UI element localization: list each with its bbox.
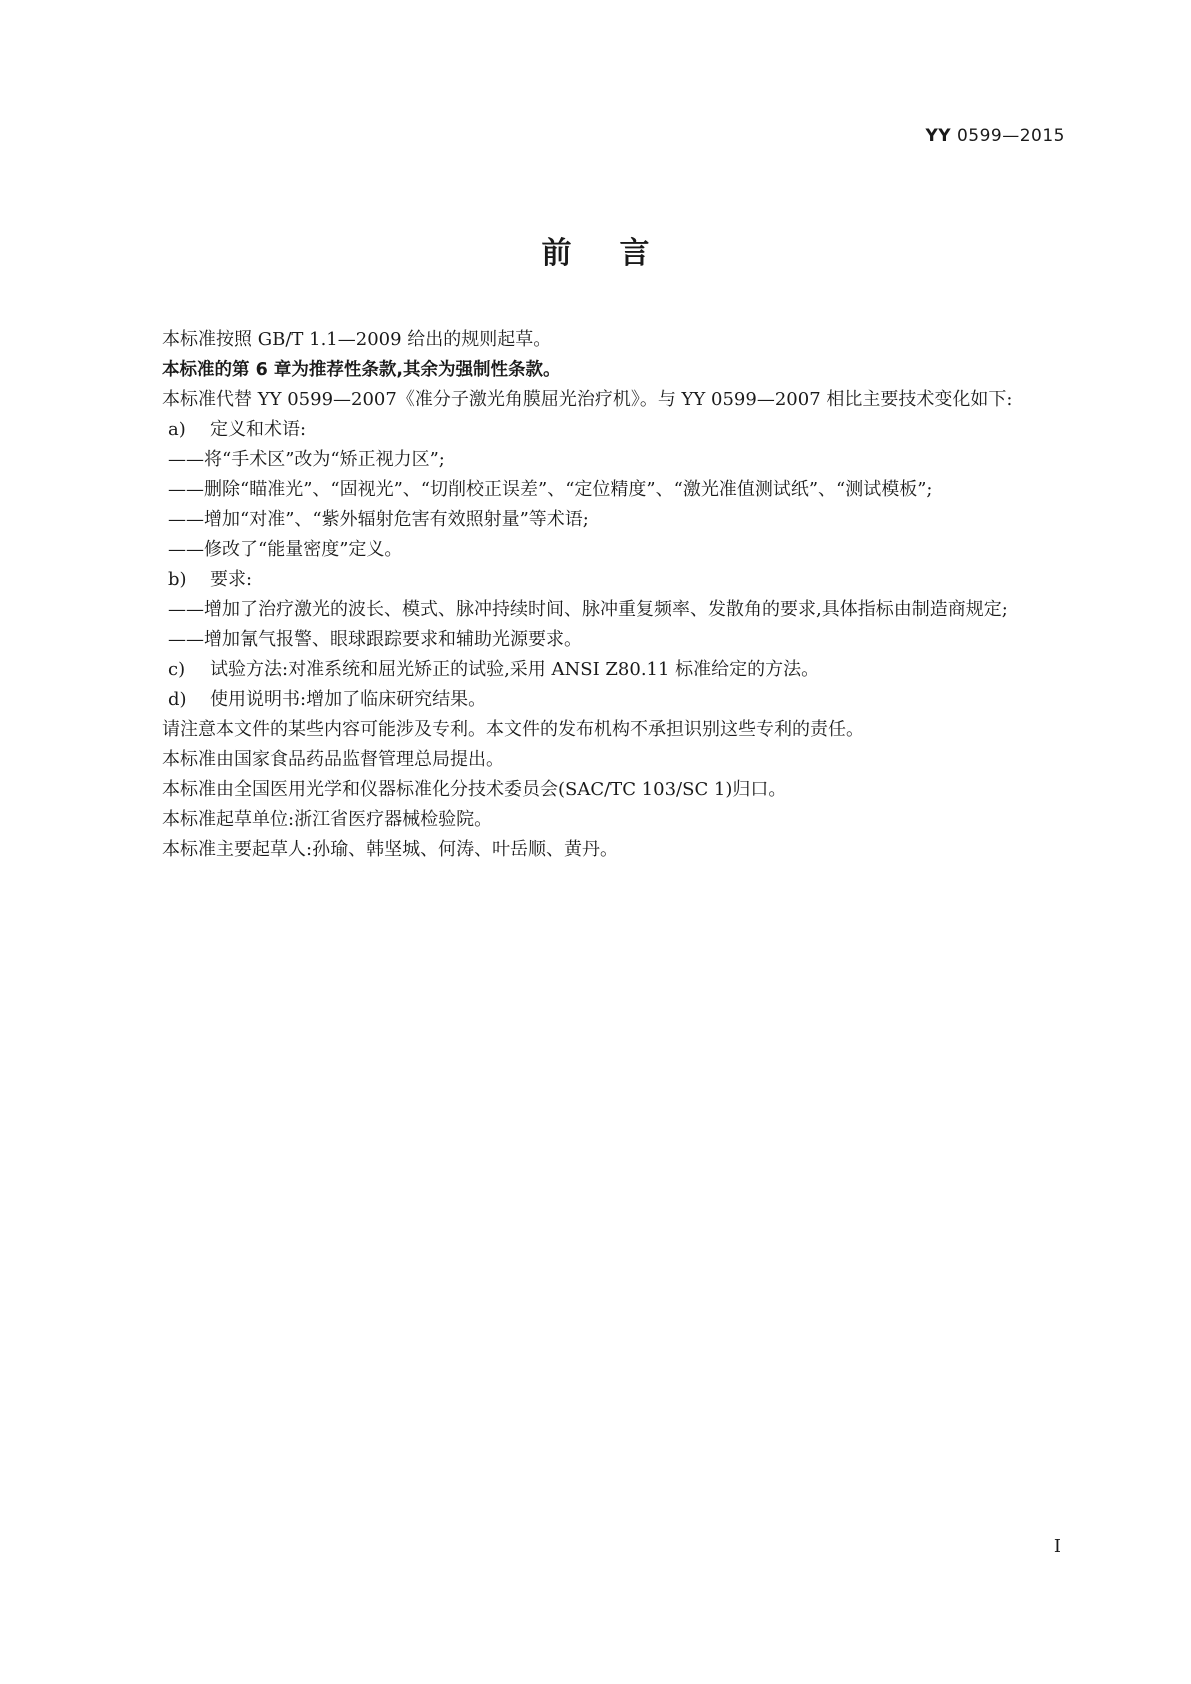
document-body	[124, 325, 1064, 865]
paragraph-mandatory-clauses: 本标准的第 6 章为推荐性条款,其余为强制性条款。	[162, 360, 561, 380]
paragraph-drafters: 本标准主要起草人:孙瑜、韩坚城、何涛、叶岳顺、黄丹。	[162, 839, 619, 860]
item-a-label: a)	[168, 419, 186, 440]
item-b-dash-2: ——增加氰气报警、眼球跟踪要求和辅助光源要求。	[168, 629, 582, 650]
item-d	[124, 685, 1064, 715]
page-number: I	[1053, 1536, 1061, 1557]
paragraph-proposed-by: 本标准由国家食品药品监督管理总局提出。	[162, 749, 504, 770]
item-b	[124, 565, 1064, 595]
item-b-text: 要求:	[210, 569, 253, 590]
item-a	[124, 415, 1064, 445]
paragraph-drafting-unit: 本标准起草单位:浙江省医疗器械检验院。	[162, 809, 493, 830]
item-c-label: c)	[168, 659, 186, 680]
item-a-text: 定义和术语:	[210, 419, 307, 440]
item-a-dash-3: ——增加“对准”、“紫外辐射危害有效照射量”等术语;	[168, 509, 589, 530]
item-d-text: 使用说明书:增加了临床研究结果。	[210, 689, 487, 710]
paragraph-drafting-rules: 本标准按照 GB/T 1.1—2009 给出的规则起草。	[162, 329, 552, 350]
item-a-dash-2: ——删除“瞄准光”、“固视光”、“切削校正误差”、“定位精度”、“激光准值测试纸”、“测试模板”;	[168, 479, 933, 500]
item-a-dash-4: ——修改了“能量密度”定义。	[168, 539, 403, 560]
paragraph-replacement: 本标准代替 YY 0599—2007《准分子激光角膜屈光治疗机》。与 YY 0599—2007 相比主要技术变化如下:	[162, 389, 1013, 410]
page-title: 前言	[541, 236, 698, 271]
paragraph-patent-notice: 请注意本文件的某些内容可能涉及专利。本文件的发布机构不承担识别这些专利的责任。	[162, 719, 864, 740]
paragraph-centralized-by: 本标准由全国医用光学和仪器标准化分技术委员会(SAC/TC 103/SC 1)归口。	[162, 779, 787, 800]
item-c	[124, 655, 1064, 685]
standard-number: 0599—2015	[956, 126, 1065, 146]
standard-prefix: YY	[925, 126, 952, 146]
standard-code	[925, 126, 1065, 146]
item-a-dash-1: ——将“手术区”改为“矫正视力区”;	[168, 449, 445, 470]
item-d-label: d)	[168, 689, 187, 710]
item-b-label: b)	[168, 569, 187, 590]
item-b-dash-1: ——增加了治疗激光的波长、模式、脉冲持续时间、脉冲重复频率、发散角的要求,具体指标由制造商规定;	[168, 599, 1008, 620]
item-c-text: 试验方法:对准系统和屈光矫正的试验,采用 ANSI Z80.11 标准给定的方法。	[210, 659, 820, 680]
